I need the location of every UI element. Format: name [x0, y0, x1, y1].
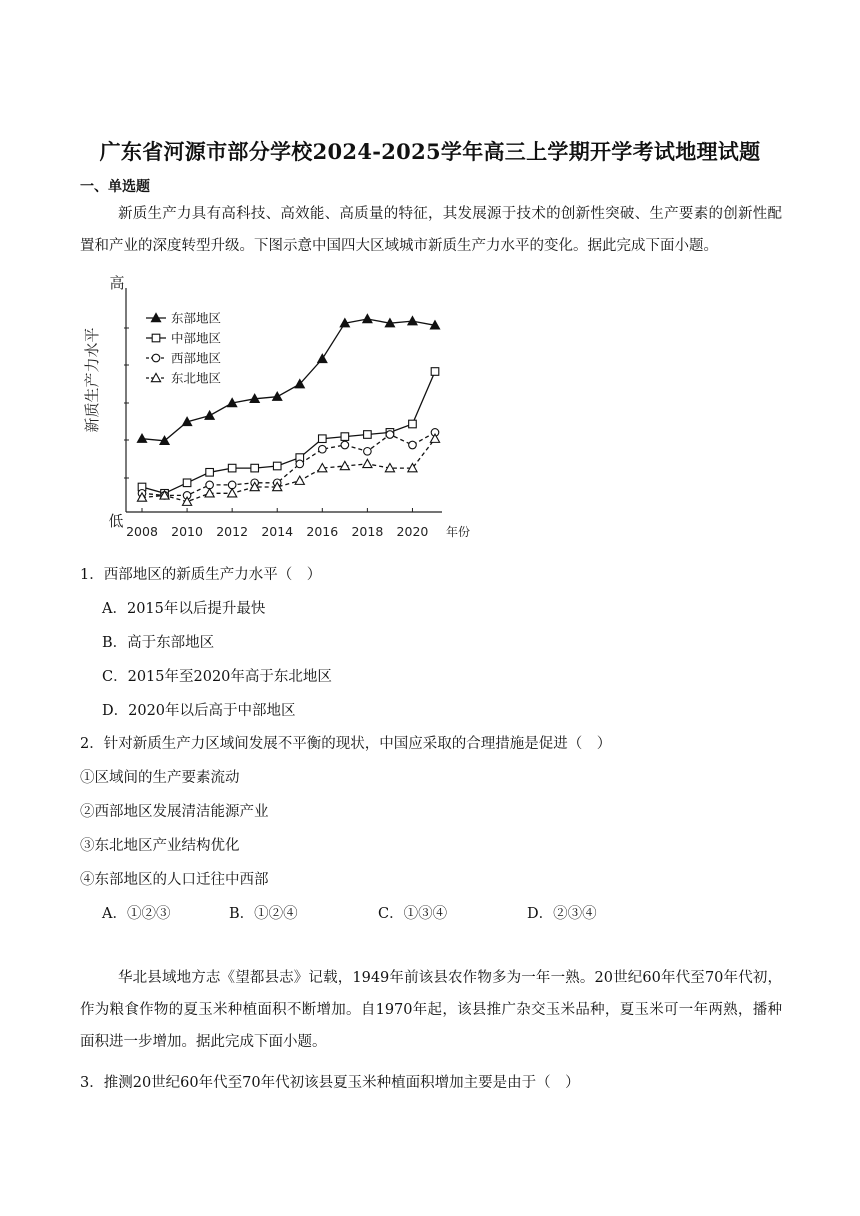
- page-title: 广东省河源市部分学校2024-2025学年高三上学期开学考试地理试题: [99, 139, 761, 164]
- question-1-stem: 1．西部地区的新质生产力水平（ ）: [80, 567, 322, 583]
- data-point: [228, 489, 237, 497]
- data-point: [137, 434, 146, 442]
- passage-1: 新质生产力具有高科技、高效能、高质量的特征，其发展源于技术的创新性突破、生产要素的创新性配置和产业的深度转型升级。下图示意中国四大区域城市新质生产力水平的变化。据此完成下面小题。: [80, 206, 782, 254]
- legend-label: 西部地区: [171, 350, 222, 366]
- section-heading: 一、单选题: [80, 179, 150, 195]
- data-point: [273, 462, 281, 470]
- q1-option-c: C．2015年至2020年高于东北地区: [102, 669, 332, 685]
- data-point: [409, 420, 417, 428]
- legend-label: 东北地区: [171, 370, 222, 386]
- data-point: [228, 464, 236, 472]
- y-axis-title: 新质生产力水平: [83, 327, 101, 433]
- data-point: [318, 354, 327, 362]
- x-tick-label: 2012: [216, 524, 249, 539]
- legend-marker: [152, 354, 160, 362]
- data-point: [205, 411, 214, 419]
- data-point: [296, 460, 304, 468]
- data-point: [295, 476, 304, 484]
- legend-marker: [152, 334, 160, 342]
- q2-option-b: B．①②④: [229, 906, 298, 922]
- data-point: [251, 464, 259, 472]
- q2-item-3: ③东北地区产业结构优化: [80, 838, 240, 854]
- data-point: [431, 368, 439, 376]
- q2-option-c: C．①③④: [378, 906, 448, 922]
- data-point: [341, 441, 349, 449]
- series-3: [138, 429, 439, 500]
- data-point: [228, 481, 236, 489]
- x-tick-label: 2020: [396, 524, 429, 539]
- data-point: [363, 459, 372, 467]
- data-point: [319, 435, 327, 443]
- data-point: [363, 314, 372, 322]
- passage-2: 华北县域地方志《望都县志》记载，1949年前该县农作物多为一年一熟。20世纪60年代至70年代初，作为粮食作物的夏玉米种植面积不断增加。自1970年起，该县推广杂交玉米品种，夏玉米可一年两熟，播种面积进一步增加。据此完成下面小题。: [80, 970, 782, 1050]
- x-tick-label: 2016: [306, 524, 339, 539]
- q1-option-b: B．高于东部地区: [102, 635, 215, 651]
- chart-legend: [146, 311, 221, 386]
- question-3-stem: 3．推测20世纪60年代至70年代初该县夏玉米种植面积增加主要是由于（ ）: [80, 1075, 580, 1091]
- x-tick-label: 2010: [171, 524, 203, 539]
- q2-item-4: ④东部地区的人口迁往中西部: [80, 872, 269, 888]
- productivity-line-chart: [80, 268, 472, 546]
- x-axis-title: 年份: [445, 525, 471, 539]
- data-point: [206, 469, 214, 477]
- data-point: [183, 479, 191, 487]
- data-point: [408, 317, 417, 325]
- data-point: [341, 433, 349, 441]
- q2-item-2: ②西部地区发展清洁能源产业: [80, 804, 269, 820]
- data-point: [409, 441, 417, 449]
- x-tick-label: 2014: [261, 524, 294, 539]
- q2-item-1: ①区域间的生产要素流动: [80, 770, 240, 786]
- data-point: [273, 392, 282, 400]
- data-point: [319, 445, 327, 453]
- data-point: [430, 434, 439, 442]
- data-point: [386, 431, 394, 439]
- y-bottom-label: 低: [108, 512, 124, 530]
- data-point: [206, 481, 214, 489]
- legend-label: 东部地区: [171, 310, 222, 326]
- x-tick-label: 2018: [351, 524, 384, 539]
- data-point: [364, 448, 372, 456]
- legend-label: 中部地区: [171, 330, 222, 346]
- q1-option-a: A．2015年以后提升最快: [102, 601, 266, 617]
- q1-option-d: D．2020年以后高于中部地区: [102, 703, 296, 719]
- q2-option-d: D．②③④: [527, 906, 597, 922]
- q2-option-a: A．①②③: [102, 906, 171, 922]
- question-2-stem: 2．针对新质生产力区域间发展不平衡的现状，中国应采取的合理措施是促进（ ）: [80, 736, 612, 752]
- x-tick-label: 2008: [126, 524, 158, 539]
- series-4: [137, 434, 439, 505]
- data-point: [364, 431, 372, 439]
- y-top-label: 高: [109, 274, 125, 292]
